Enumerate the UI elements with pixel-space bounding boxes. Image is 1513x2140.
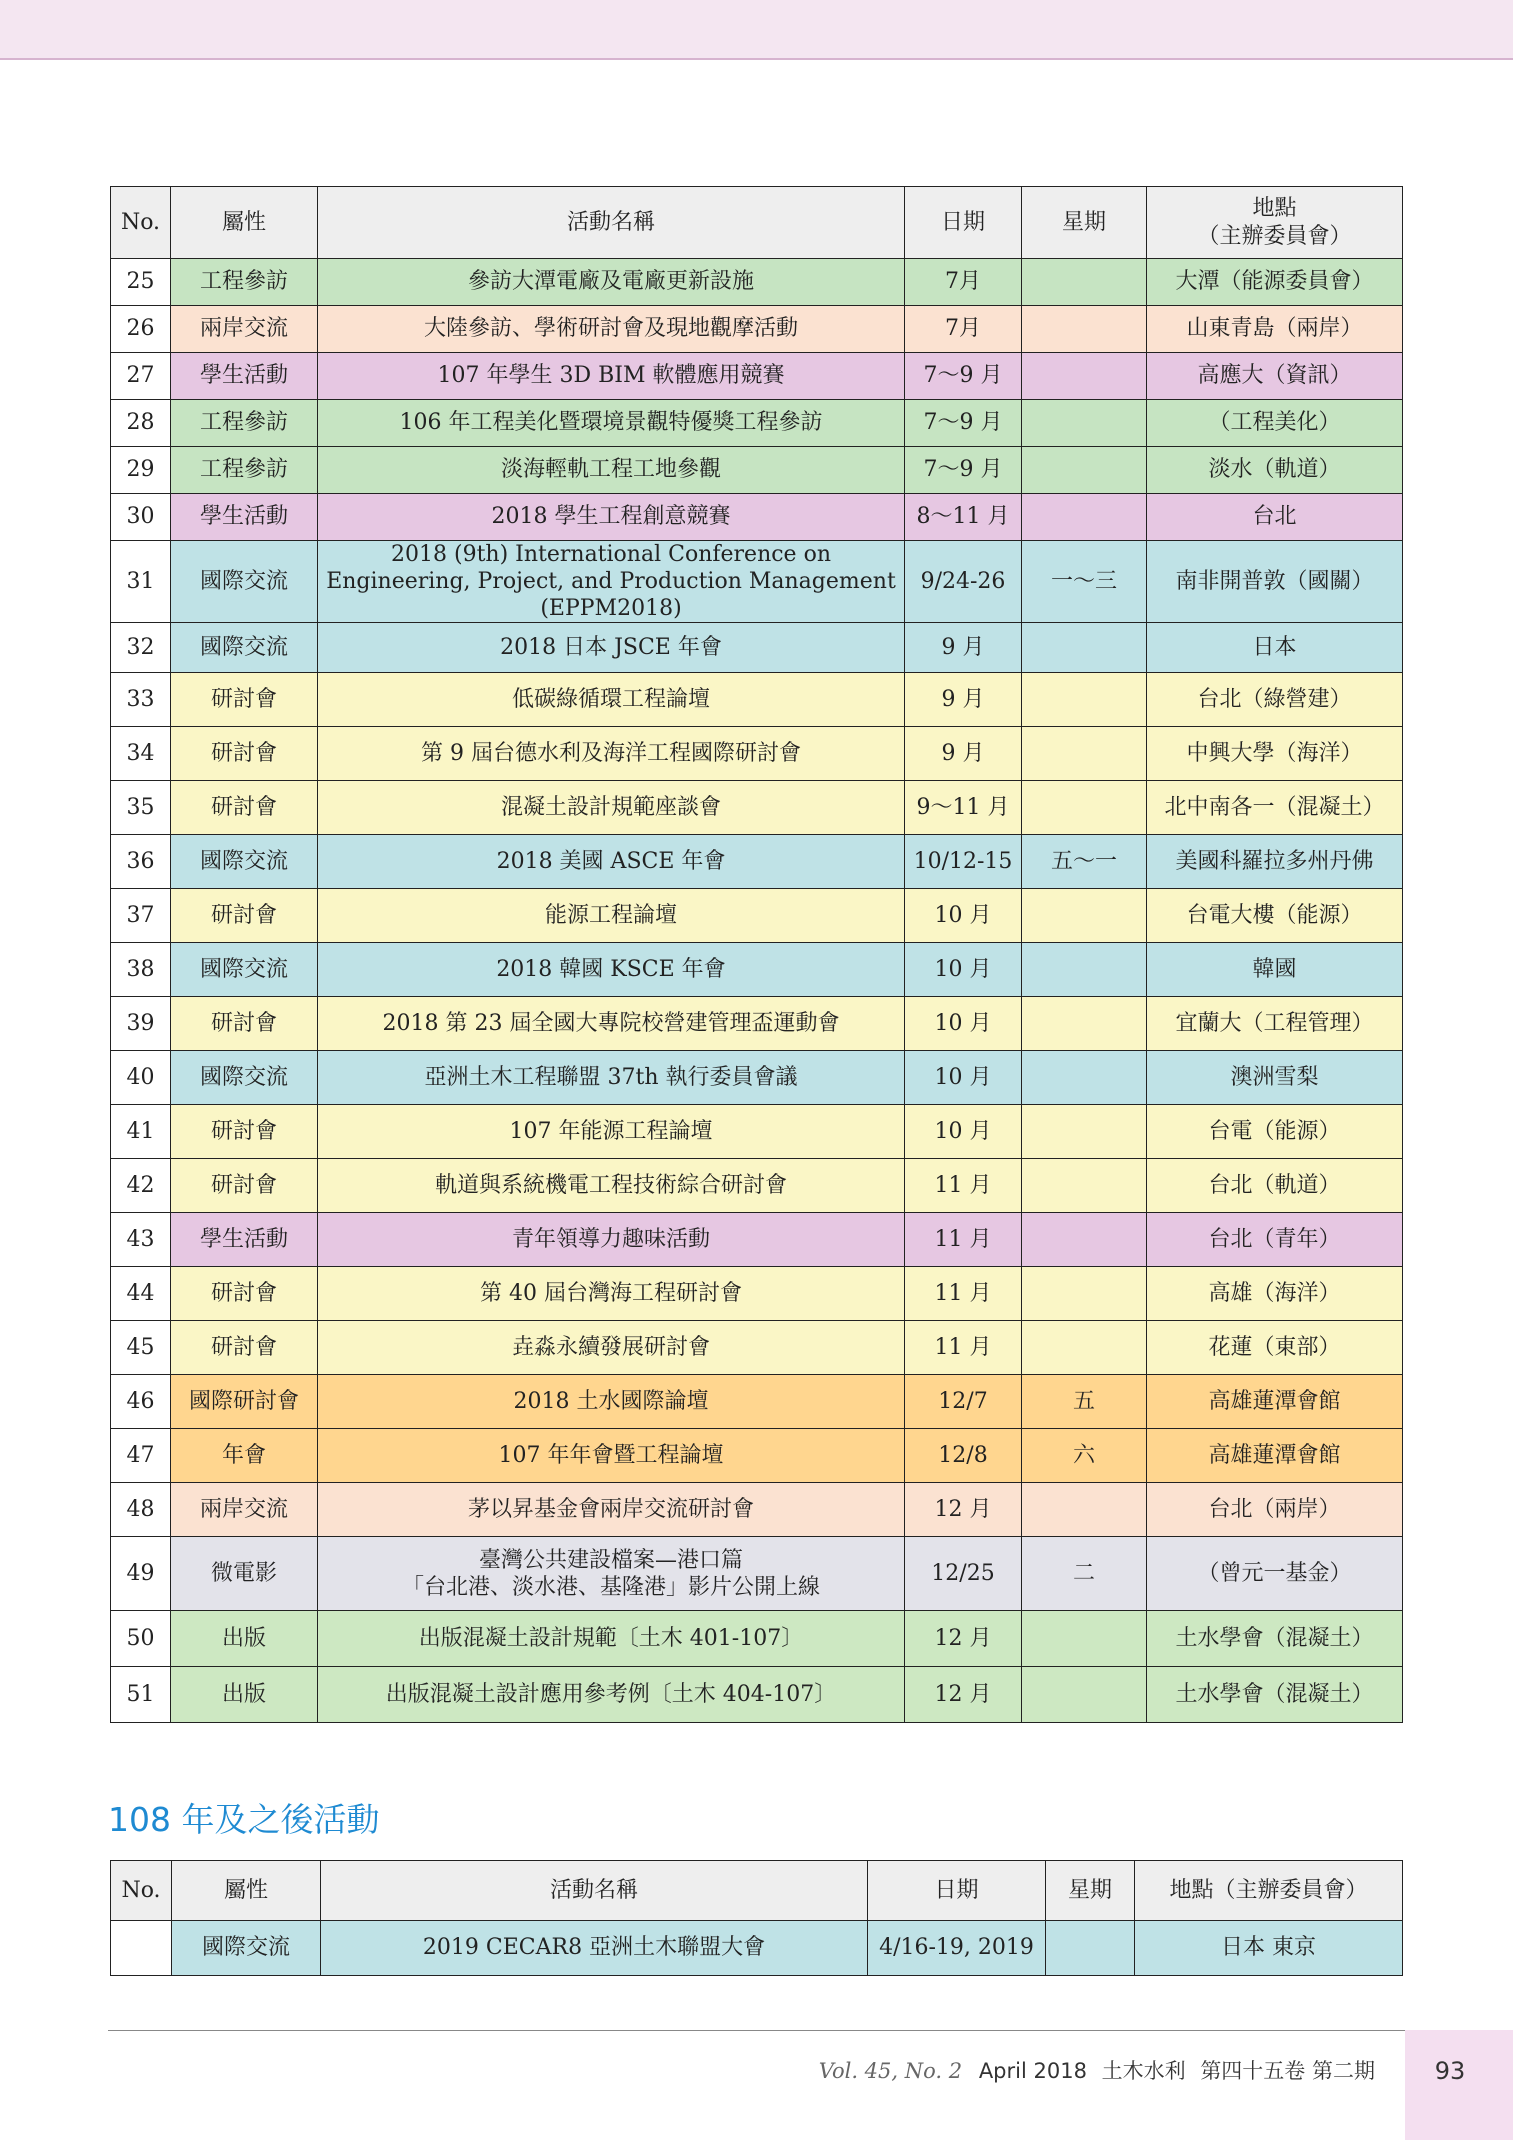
cell-activity-name: 107 年學生 3D BIM 軟體應用競賽 [318, 353, 905, 400]
cell-activity-name: 2018 (9th) International Conference on Engineering, Project, and Production Management (EPPM2018) [318, 541, 905, 623]
cell-category: 研討會 [171, 889, 318, 943]
cell-category: 學生活動 [171, 494, 318, 541]
cell-location: 台北（軌道） [1147, 1159, 1403, 1213]
cell-location: 大潭（能源委員會） [1147, 259, 1403, 306]
table-row [111, 1267, 1403, 1321]
cell-no: 50 [111, 1611, 171, 1667]
cell-location: 高雄（海洋） [1147, 1267, 1403, 1321]
cell-location: 淡水（軌道） [1147, 447, 1403, 494]
cell-no: 36 [111, 835, 171, 889]
table-row [111, 306, 1403, 353]
cell-no: 34 [111, 727, 171, 781]
cell-no: 51 [111, 1667, 171, 1723]
cell-activity-name: 參訪大潭電廠及電廠更新設施 [318, 259, 905, 306]
cell-activity-name: 第 9 屆台德水利及海洋工程國際研討會 [318, 727, 905, 781]
cell-no: 26 [111, 306, 171, 353]
cell-activity-name: 2018 美國 ASCE 年會 [318, 835, 905, 889]
cell-category: 研討會 [171, 1105, 318, 1159]
cell-no: 43 [111, 1213, 171, 1267]
header-weekday: 星期 [1022, 187, 1147, 259]
cell-no: 32 [111, 623, 171, 673]
header-location: 地點（主辦委員會） [1135, 1861, 1403, 1921]
header-no: No. [111, 1861, 172, 1921]
cell-category: 研討會 [171, 727, 318, 781]
cell-date: 7～9 月 [905, 447, 1022, 494]
table-row [111, 997, 1403, 1051]
cell-weekday [1022, 353, 1147, 400]
header-date: 日期 [868, 1861, 1046, 1921]
cell-date: 11 月 [905, 1213, 1022, 1267]
table-row [111, 1537, 1403, 1611]
cell-category: 年會 [171, 1429, 318, 1483]
cell-no: 44 [111, 1267, 171, 1321]
table-row [111, 447, 1403, 494]
cell-no: 35 [111, 781, 171, 835]
cell-weekday [1022, 781, 1147, 835]
table-row [111, 623, 1403, 673]
cell-no [111, 1921, 172, 1976]
cell-date: 11 月 [905, 1159, 1022, 1213]
cell-activity-name: 大陸參訪、學術研討會及現地觀摩活動 [318, 306, 905, 353]
cell-date: 10 月 [905, 889, 1022, 943]
cell-location: 台電大樓（能源） [1147, 889, 1403, 943]
cell-activity-name: 出版混凝土設計應用參考例〔土木 404-107〕 [318, 1667, 905, 1723]
footer-citation [819, 2056, 1375, 2086]
cell-date: 9 月 [905, 727, 1022, 781]
table-row [111, 781, 1403, 835]
cell-weekday [1022, 1051, 1147, 1105]
cell-category: 兩岸交流 [171, 306, 318, 353]
cell-date: 9 月 [905, 673, 1022, 727]
cell-category: 國際交流 [171, 541, 318, 623]
table-row [111, 727, 1403, 781]
table-row [111, 1321, 1403, 1375]
cell-weekday [1022, 889, 1147, 943]
cell-weekday [1046, 1921, 1135, 1976]
cell-location: 土水學會（混凝土） [1147, 1611, 1403, 1667]
cell-no: 48 [111, 1483, 171, 1537]
cell-activity-name: 青年領導力趣味活動 [318, 1213, 905, 1267]
cell-weekday [1022, 1667, 1147, 1723]
table-row [111, 1483, 1403, 1537]
table-row [111, 1375, 1403, 1429]
cell-location: 韓國 [1147, 943, 1403, 997]
section-heading-108: 108 年及之後活動 [108, 1800, 380, 1839]
table-row [111, 541, 1403, 623]
cell-date: 12/8 [905, 1429, 1022, 1483]
cell-weekday: 六 [1022, 1429, 1147, 1483]
cell-location: 北中南各一（混凝土） [1147, 781, 1403, 835]
cell-category: 國際研討會 [171, 1375, 318, 1429]
cell-date: 12 月 [905, 1483, 1022, 1537]
cell-date: 12 月 [905, 1667, 1022, 1723]
cell-no: 45 [111, 1321, 171, 1375]
cell-location: 山東青島（兩岸） [1147, 306, 1403, 353]
cell-date: 12/7 [905, 1375, 1022, 1429]
cell-no: 27 [111, 353, 171, 400]
cell-location: 高雄蓮潭會館 [1147, 1429, 1403, 1483]
cell-activity-name: 2018 土水國際論壇 [318, 1375, 905, 1429]
table-row [111, 1105, 1403, 1159]
table-row [111, 943, 1403, 997]
cell-no: 41 [111, 1105, 171, 1159]
cell-no: 49 [111, 1537, 171, 1611]
cell-date: 9/24-26 [905, 541, 1022, 623]
cell-activity-name: 2018 學生工程創意競賽 [318, 494, 905, 541]
table-row [111, 1667, 1403, 1723]
table-row [111, 1159, 1403, 1213]
cell-activity-name: 軌道與系統機電工程技術綜合研討會 [318, 1159, 905, 1213]
cell-weekday [1022, 1159, 1147, 1213]
cell-activity-name: 低碳綠循環工程論壇 [318, 673, 905, 727]
cell-location: 澳洲雪梨 [1147, 1051, 1403, 1105]
table-row [111, 353, 1403, 400]
cell-no: 31 [111, 541, 171, 623]
cell-activity-name: 106 年工程美化暨環境景觀特優獎工程參訪 [318, 400, 905, 447]
cell-category: 國際交流 [171, 943, 318, 997]
cell-weekday [1022, 306, 1147, 353]
table-row [111, 400, 1403, 447]
cell-weekday [1022, 259, 1147, 306]
footer-volume: Vol. 45, No. 2 [818, 2059, 963, 2083]
cell-no: 39 [111, 997, 171, 1051]
footer-divider [108, 2030, 1405, 2031]
header-location: 地點 （主辦委員會） [1147, 187, 1403, 259]
cell-location: 日本 東京 [1135, 1921, 1403, 1976]
table-row [111, 673, 1403, 727]
cell-no: 28 [111, 400, 171, 447]
cell-weekday [1022, 727, 1147, 781]
table-row [111, 1213, 1403, 1267]
cell-date: 7月 [905, 306, 1022, 353]
cell-date: 10 月 [905, 943, 1022, 997]
cell-location: 台電（能源） [1147, 1105, 1403, 1159]
cell-activity-name: 107 年年會暨工程論壇 [318, 1429, 905, 1483]
footer-journal: 土木水利 [1101, 2059, 1186, 2083]
cell-category: 工程參訪 [171, 400, 318, 447]
cell-category: 研討會 [171, 1321, 318, 1375]
cell-category: 微電影 [171, 1537, 318, 1611]
cell-activity-name: 2018 日本 JSCE 年會 [318, 623, 905, 673]
cell-location: 高應大（資訊） [1147, 353, 1403, 400]
table-row [111, 1611, 1403, 1667]
cell-category: 國際交流 [171, 835, 318, 889]
cell-weekday [1022, 1483, 1147, 1537]
cell-category: 研討會 [171, 997, 318, 1051]
cell-weekday [1022, 623, 1147, 673]
cell-location: 南非開普敦（國關） [1147, 541, 1403, 623]
cell-location: 花蓮（東部） [1147, 1321, 1403, 1375]
cell-location: 高雄蓮潭會館 [1147, 1375, 1403, 1429]
cell-category: 國際交流 [171, 623, 318, 673]
cell-location: 台北 [1147, 494, 1403, 541]
cell-category: 研討會 [171, 1267, 318, 1321]
table-row [111, 259, 1403, 306]
cell-activity-name: 混凝土設計規範座談會 [318, 781, 905, 835]
header-activity-name: 活動名稱 [318, 187, 905, 259]
table-header-row [111, 1861, 1403, 1921]
cell-weekday [1022, 673, 1147, 727]
header-weekday: 星期 [1046, 1861, 1135, 1921]
header-category: 屬性 [172, 1861, 321, 1921]
header-category: 屬性 [171, 187, 318, 259]
future-activities-table [110, 1860, 1403, 1976]
cell-weekday [1022, 997, 1147, 1051]
header-activity-name: 活動名稱 [321, 1861, 868, 1921]
header-no: No. [111, 187, 171, 259]
cell-activity-name: 亞洲土木工程聯盟 37th 執行委員會議 [318, 1051, 905, 1105]
cell-location: 中興大學（海洋） [1147, 727, 1403, 781]
table-row [111, 1429, 1403, 1483]
cell-location: （工程美化） [1147, 400, 1403, 447]
cell-weekday [1022, 447, 1147, 494]
cell-activity-name: 垚淼永續發展研討會 [318, 1321, 905, 1375]
cell-location: 宜蘭大（工程管理） [1147, 997, 1403, 1051]
cell-category: 學生活動 [171, 353, 318, 400]
cell-category: 出版 [171, 1667, 318, 1723]
cell-date: 7月 [905, 259, 1022, 306]
cell-date: 7～9 月 [905, 400, 1022, 447]
cell-activity-name: 第 40 屆台灣海工程研討會 [318, 1267, 905, 1321]
cell-no: 29 [111, 447, 171, 494]
table-row [111, 1921, 1403, 1976]
cell-weekday: 一～三 [1022, 541, 1147, 623]
page-number: 93 [1434, 2057, 1466, 2085]
cell-weekday: 五～一 [1022, 835, 1147, 889]
cell-location: 日本 [1147, 623, 1403, 673]
cell-activity-name: 臺灣公共建設檔案—港口篇 「台北港、淡水港、基隆港」影片公開上線 [318, 1537, 905, 1611]
cell-category: 學生活動 [171, 1213, 318, 1267]
cell-activity-name: 出版混凝土設計規範〔土木 401-107〕 [318, 1611, 905, 1667]
cell-date: 11 月 [905, 1267, 1022, 1321]
cell-location: 台北（兩岸） [1147, 1483, 1403, 1537]
cell-no: 46 [111, 1375, 171, 1429]
cell-no: 37 [111, 889, 171, 943]
table-row [111, 835, 1403, 889]
cell-category: 兩岸交流 [171, 1483, 318, 1537]
cell-category: 研討會 [171, 673, 318, 727]
cell-date: 10 月 [905, 1105, 1022, 1159]
cell-date: 11 月 [905, 1321, 1022, 1375]
cell-no: 47 [111, 1429, 171, 1483]
cell-no: 38 [111, 943, 171, 997]
cell-category: 國際交流 [171, 1051, 318, 1105]
cell-location: 美國科羅拉多州丹佛 [1147, 835, 1403, 889]
cell-weekday [1022, 943, 1147, 997]
cell-weekday [1022, 494, 1147, 541]
table-row [111, 494, 1403, 541]
cell-activity-name: 2018 韓國 KSCE 年會 [318, 943, 905, 997]
table-row [111, 889, 1403, 943]
activities-table [110, 186, 1403, 1723]
cell-date: 9～11 月 [905, 781, 1022, 835]
cell-activity-name: 茅以昇基金會兩岸交流研討會 [318, 1483, 905, 1537]
cell-no: 25 [111, 259, 171, 306]
cell-activity-name: 2018 第 23 屆全國大專院校營建管理盃運動會 [318, 997, 905, 1051]
cell-date: 9 月 [905, 623, 1022, 673]
top-header-band [0, 0, 1513, 60]
cell-no: 40 [111, 1051, 171, 1105]
cell-category: 研討會 [171, 1159, 318, 1213]
footer-issue-date: April 2018 [978, 2059, 1087, 2083]
cell-no: 30 [111, 494, 171, 541]
cell-weekday [1022, 1267, 1147, 1321]
cell-date: 4/16-19, 2019 [868, 1921, 1046, 1976]
footer-issue-cn: 第四十五卷 第二期 [1200, 2059, 1375, 2083]
cell-weekday: 二 [1022, 1537, 1147, 1611]
cell-location: 土水學會（混凝土） [1147, 1667, 1403, 1723]
cell-no: 42 [111, 1159, 171, 1213]
cell-category: 研討會 [171, 781, 318, 835]
cell-date: 7～9 月 [905, 353, 1022, 400]
cell-category: 工程參訪 [171, 259, 318, 306]
cell-category: 出版 [171, 1611, 318, 1667]
table-header-row [111, 187, 1403, 259]
cell-date: 8～11 月 [905, 494, 1022, 541]
cell-weekday [1022, 1321, 1147, 1375]
cell-activity-name: 2019 CECAR8 亞洲土木聯盟大會 [321, 1921, 868, 1976]
cell-location: 台北（綠營建） [1147, 673, 1403, 727]
cell-activity-name: 107 年能源工程論壇 [318, 1105, 905, 1159]
header-date: 日期 [905, 187, 1022, 259]
cell-weekday: 五 [1022, 1375, 1147, 1429]
cell-date: 10 月 [905, 1051, 1022, 1105]
cell-weekday [1022, 1611, 1147, 1667]
cell-weekday [1022, 1105, 1147, 1159]
cell-activity-name: 淡海輕軌工程工地參觀 [318, 447, 905, 494]
cell-location: （曾元一基金） [1147, 1537, 1403, 1611]
cell-date: 10/12-15 [905, 835, 1022, 889]
cell-no: 33 [111, 673, 171, 727]
cell-category: 工程參訪 [171, 447, 318, 494]
cell-weekday [1022, 400, 1147, 447]
table-row [111, 1051, 1403, 1105]
cell-category: 國際交流 [172, 1921, 321, 1976]
cell-date: 12 月 [905, 1611, 1022, 1667]
cell-date: 12/25 [905, 1537, 1022, 1611]
cell-location: 台北（青年） [1147, 1213, 1403, 1267]
cell-date: 10 月 [905, 997, 1022, 1051]
cell-weekday [1022, 1213, 1147, 1267]
cell-activity-name: 能源工程論壇 [318, 889, 905, 943]
